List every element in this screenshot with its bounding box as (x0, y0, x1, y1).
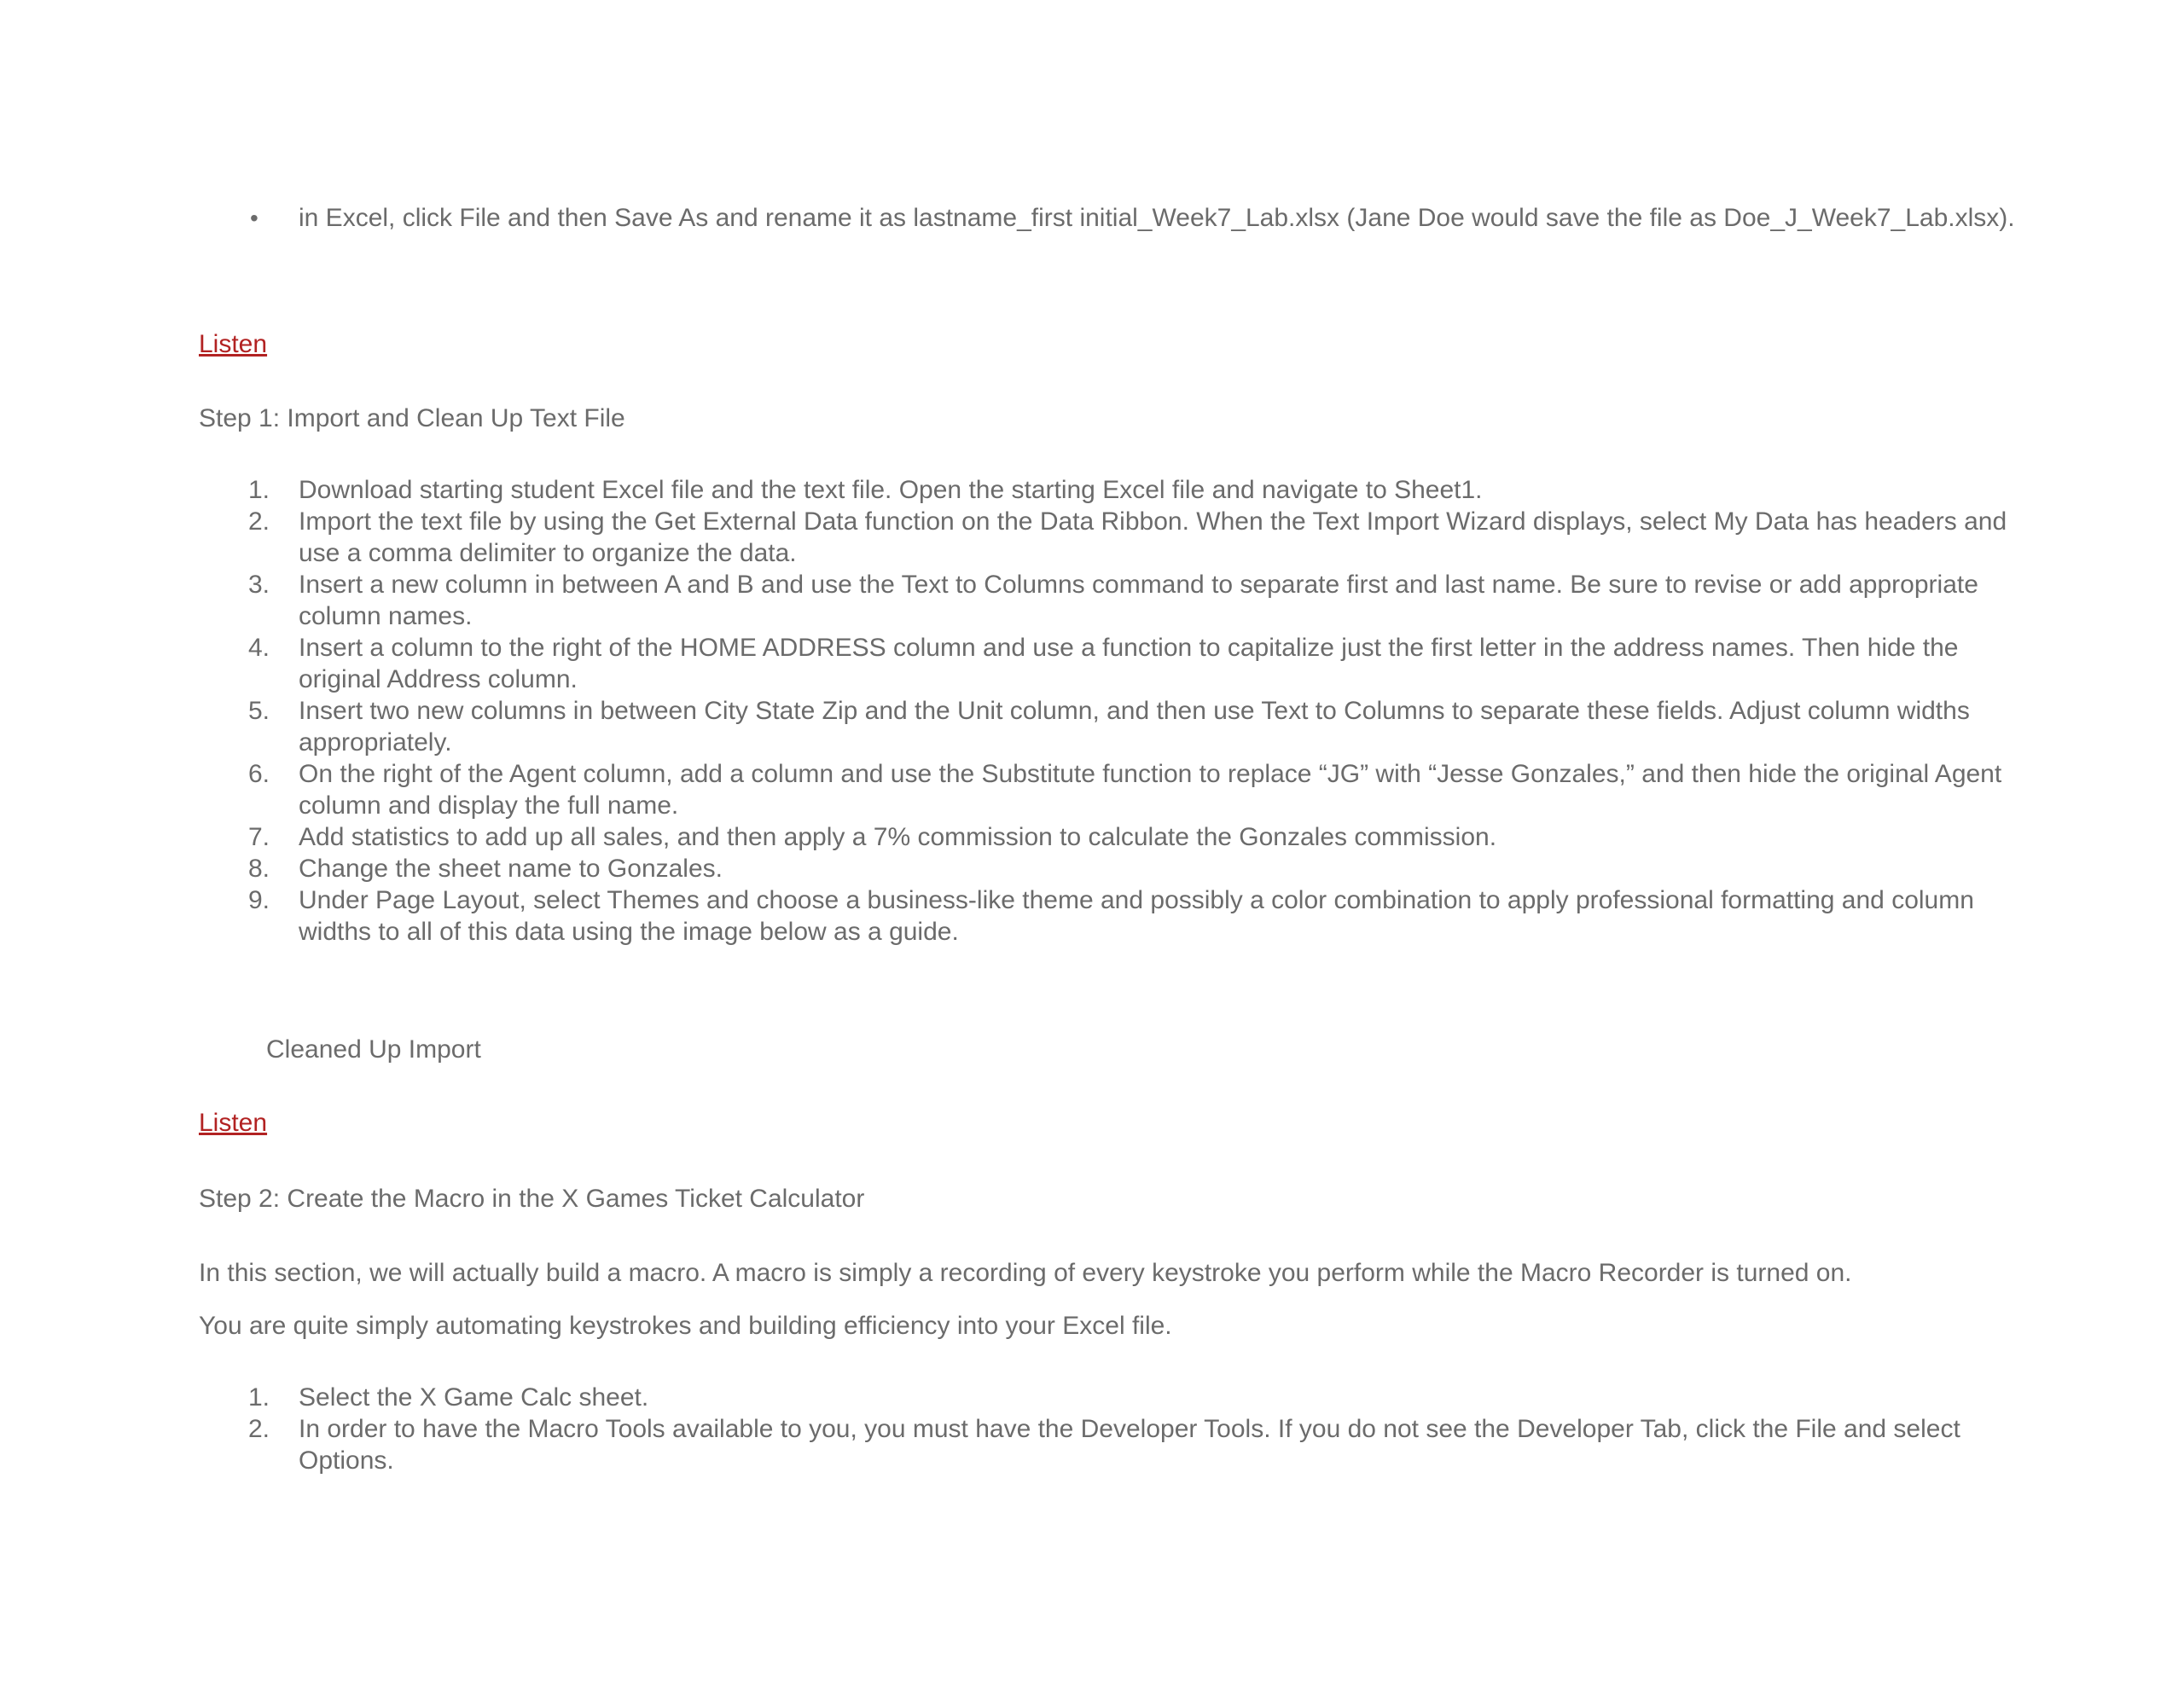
list-item-number: 1. (248, 1383, 270, 1412)
listen-link-container (199, 328, 2184, 360)
step2-heading: Step 2: Create the Macro in the X Games Ticket Calculator (199, 1185, 865, 1213)
step2-list (199, 1382, 2024, 1476)
list-item-number: 4. (248, 634, 270, 662)
bullet-dot-icon: • (250, 205, 258, 231)
list-item (199, 1382, 2024, 1413)
list-item (199, 569, 2024, 632)
list-item (199, 695, 2024, 758)
list-item-number: 9. (248, 886, 270, 914)
listen-link-container (199, 1107, 2184, 1139)
step1-list (199, 474, 2024, 948)
list-item (199, 1413, 2024, 1476)
list-item (199, 758, 2024, 821)
bullet-item (199, 202, 2015, 270)
list-item-number: 8. (248, 855, 270, 883)
listen-link[interactable]: Listen (199, 1109, 268, 1137)
list-item-text: On the right of the Agent column, add a column and use the Substitute function to replace “JG” with “Jesse Gonzales,” and then hide the original Agent column and display the full name. (299, 760, 2002, 820)
list-item-number: 2. (248, 507, 270, 536)
list-item (199, 474, 2024, 506)
list-item-number: 3. (248, 571, 270, 599)
step2-paragraph: You are quite simply automating keystrokes and building efficiency into your Excel file. (199, 1312, 1172, 1340)
list-item-number: 1. (248, 476, 270, 504)
list-item-text: Select the X Game Calc sheet. (299, 1383, 649, 1412)
list-item (199, 632, 2024, 695)
list-item-text: Under Page Layout, select Themes and choose a business-like theme and possibly a color combination to apply professional formatting and column widths to all of this data using the image below as a guide. (299, 886, 1974, 946)
list-item-text: Insert two new columns in between City State Zip and the Unit column, and then use Text to Columns to separate these fields. Adjust column widths appropriately. (299, 697, 1970, 757)
list-item-text: Insert a column to the right of the HOME ADDRESS column and use a function to capitalize just the first letter in the address names. Then hide the original Address column. (299, 634, 1959, 693)
bullet-text: in Excel, click File and then Save As and rename it as lastname_first initial_Week7_Lab.xlsx (Jane Doe would save the file as Doe_J_Week7_Lab.xlsx). (299, 204, 2015, 232)
list-item-text: Insert a new column in between A and B and use the Text to Columns command to separate first and last name. Be sure to revise or add appropriate column names. (299, 571, 1978, 630)
list-item-text: Change the sheet name to Gonzales. (299, 855, 723, 883)
list-item (199, 884, 2024, 948)
list-item-number: 7. (248, 823, 270, 851)
list-item-text: Download starting student Excel file and the text file. Open the starting Excel file and navigate to Sheet1. (299, 476, 1483, 504)
step2-paragraph: In this section, we will actually build a macro. A macro is simply a recording of every keystroke you perform while the Macro Recorder is turned on. (199, 1259, 1852, 1287)
list-item (199, 821, 2024, 853)
list-item (199, 853, 2024, 884)
list-item-number: 2. (248, 1415, 270, 1443)
list-item-number: 6. (248, 760, 270, 788)
list-item-number: 5. (248, 697, 270, 725)
list-item (199, 506, 2024, 569)
image-caption: Cleaned Up Import (266, 1035, 481, 1064)
list-item-text: Import the text file by using the Get External Data function on the Data Ribbon. When the Text Import Wizard displays, select My Data has headers and use a comma delimiter to organize the data. (299, 507, 2007, 567)
list-item-text: Add statistics to add up all sales, and then apply a 7% commission to calculate the Gonzales commission. (299, 823, 1497, 851)
list-item-text: In order to have the Macro Tools available to you, you must have the Developer Tools. If you do not see the Developer Tab, click the File and select Options. (299, 1415, 1960, 1475)
step1-heading: Step 1: Import and Clean Up Text File (199, 404, 625, 432)
listen-link[interactable]: Listen (199, 330, 268, 358)
